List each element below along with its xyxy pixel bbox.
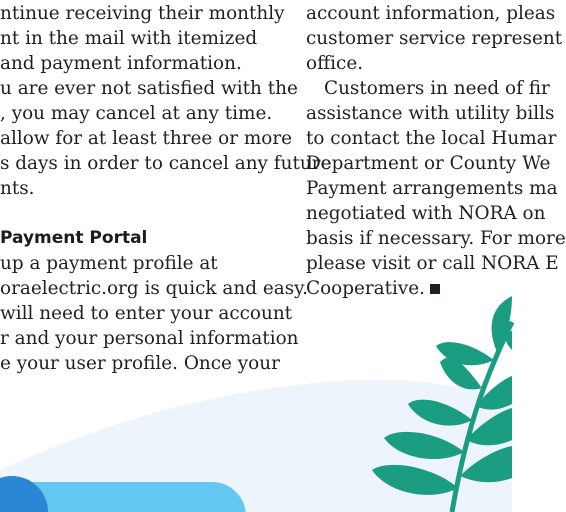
body-line: u are ever not satisfied with the [0,78,298,99]
body-line: s days in order to cancel any future [0,153,332,174]
body-line: , you may cancel at any time. [0,103,273,124]
body-line: nt in the mail with itemized [0,28,258,49]
end-of-article-square-icon [430,284,440,294]
body-line: Department or County We [306,153,551,174]
body-line: negotiated with NORA on [306,203,546,224]
body-line: office. [306,53,364,74]
body-line: up a payment profile at [0,253,218,274]
body-line: please visit or call NORA E [306,253,559,274]
body-line: Customers in need of fir [324,78,550,99]
right-text-column [306,0,566,301]
body-line: will need to enter your account [0,303,293,324]
body-line: r and your personal information [0,328,299,349]
body-line: account information, pleas [306,3,556,24]
body-line: ntinue receiving their monthly [0,3,285,24]
last-line [306,276,512,301]
body-line: oraelectric.org is quick and easy. [0,278,308,299]
body-line: Payment arrangements ma [306,178,558,199]
body-line: customer service represent [306,28,563,49]
body-line: and payment information. [0,53,242,74]
body-line: nts. [0,178,35,199]
body-line: e your user profile. Once your [0,353,280,374]
body-line: allow for at least three or more [0,128,293,149]
section-heading: Payment Portal [0,228,148,248]
body-line: basis if necessary. For more [306,228,566,249]
body-line: assistance with utility bills [306,103,555,124]
body-line: Cooperative. [306,278,426,299]
left-text-column [0,0,332,376]
body-line: to contact the local Humar [306,128,557,149]
